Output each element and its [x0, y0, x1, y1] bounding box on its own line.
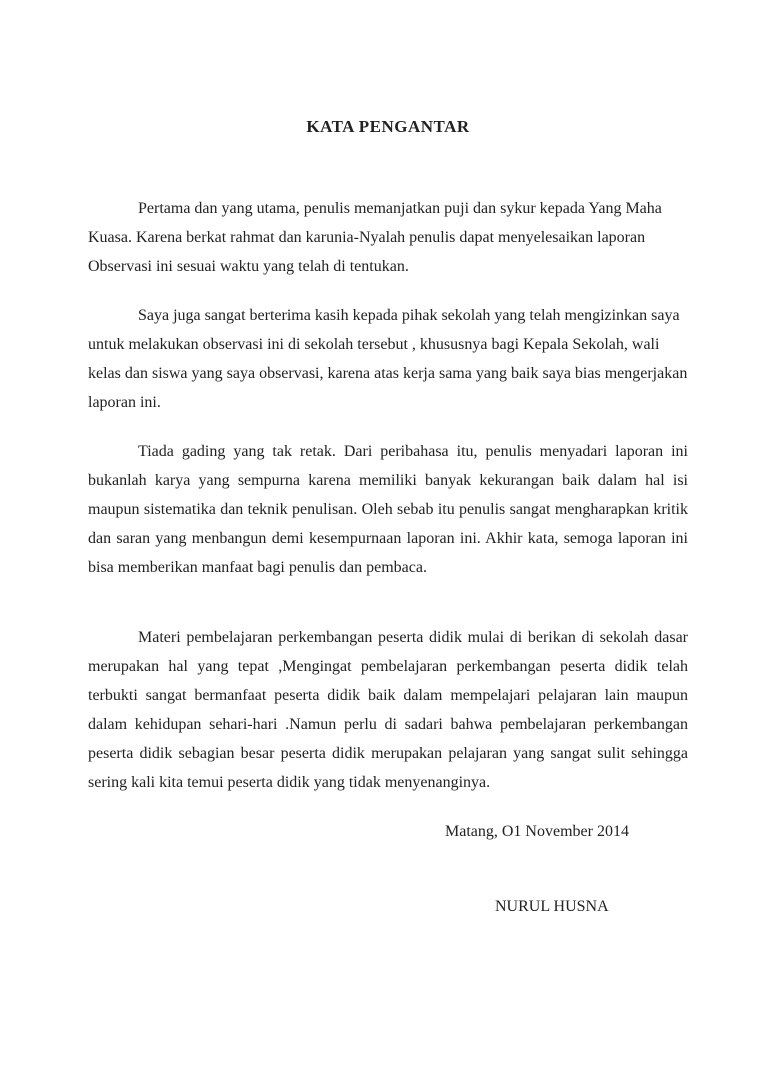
paragraph-1: Pertama dan yang utama, penulis memanjatkan puji dan sykur kepada Yang Maha Kuasa. Karena berkat rahmat dan karunia-Nyalah penulis dapat menyelesaikan laporan Observasi ini sesuai waktu yang telah di tentukan.	[88, 200, 662, 275]
paragraph-4: Materi pembelajaran perkembangan peserta didik mulai di berikan di sekolah dasar merupakan hal yang tepat ,Mengingat pembelajaran perkembangan peserta didik telah terbukti sangat bermanfaat peserta didik baik dalam mempelajari pelajaran lain maupun dalam kehidupan sehari-hari .Namun perlu di sadari bahwa pembelajaran perkembangan peserta didik sebagian besar peserta didik merupakan pelajaran yang sangat sulit sehingga sering kali kita temui peserta didik yang tidak menyenanginya.	[88, 629, 688, 791]
signature-name: NURUL HUSNA	[495, 898, 609, 915]
paragraph-2: Saya juga sangat berterima kasih kepada pihak sekolah yang telah mengizinkan saya untuk melakukan observasi ini di sekolah tersebut , khususnya bagi Kepala Sekolah, wali kelas dan siswa yang saya observasi, karena atas kerja sama yang baik saya bias mengerjakan laporan ini.	[88, 307, 688, 411]
page-title: KATA PENGANTAR	[306, 117, 470, 136]
paragraph-3: Tiada gading yang tak retak. Dari peribahasa itu, penulis menyadari laporan ini bukanlah karya yang sempurna karena memiliki banyak kekurangan baik dalam hal isi maupun sistematika dan teknik penulisan. Oleh sebab itu penulis sangat mengharapkan kritik dan saran yang menbangun demi kesempurnaan laporan ini. Akhir kata, semoga laporan ini bisa memberikan manfaat bagi penulis dan pembaca.	[88, 443, 688, 576]
dateline: Matang, O1 November 2014	[445, 823, 629, 840]
